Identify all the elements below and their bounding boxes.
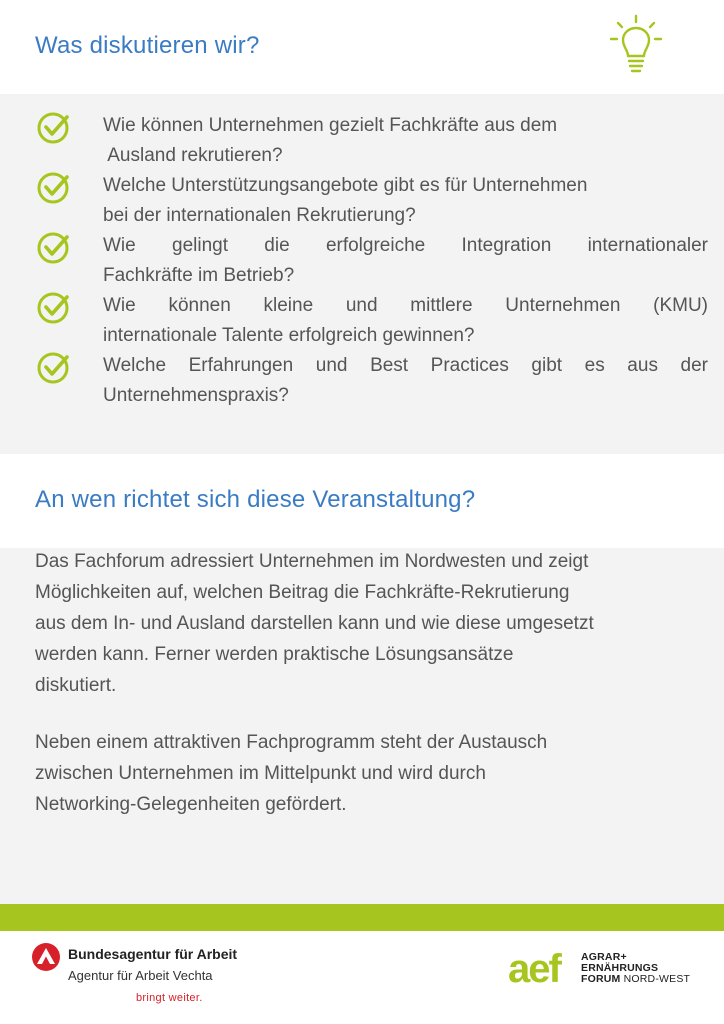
question-1 <box>103 111 708 171</box>
paragraph-1-line: Möglichkeiten auf, welchen Beitrag die Fachkräfte-Rekrutierung <box>35 582 570 603</box>
question-2 <box>103 171 708 231</box>
aef-line-2: ERNÄHRUNGS <box>581 962 659 974</box>
question-5-line1: Welche Erfahrungen und Best Practices gibt es aus der <box>103 355 708 376</box>
bundesagentur-logo-icon <box>31 942 61 972</box>
section2-title: An wen richtet sich diese Veranstaltung? <box>35 486 476 513</box>
ba-name: Bundesagentur für Arbeit <box>68 946 238 962</box>
section1-title: Was diskutieren wir? <box>35 32 260 59</box>
paragraph-2-line: Neben einem attraktiven Fachprogramm steht der Austausch <box>35 732 548 753</box>
paragraph-1-line: werden kann. Ferner werden praktische Lösungsansätze <box>35 644 514 665</box>
lightbulb-icon <box>608 14 664 78</box>
question-3-line1: Wie gelingt die erfolgreiche Integration internationaler <box>103 235 708 256</box>
aef-logo-icon <box>508 950 582 990</box>
question-4-line1: Wie können kleine und mittlere Unternehmen (KMU) <box>103 295 708 316</box>
aef-wordmark <box>581 952 690 985</box>
question-2-line1: Welche Unterstützungsangebote gibt es für Unternehmen <box>103 175 588 196</box>
paragraph-1 <box>35 546 695 701</box>
paragraph-2-line: Networking-Gelegenheiten gefördert. <box>35 794 347 815</box>
ba-agency: Agentur für Arbeit Vechta <box>68 968 213 983</box>
question-1-line2: Ausland rekrutieren? <box>103 145 283 166</box>
check-icon <box>36 231 70 265</box>
aef-line-3b: NORD-WEST <box>620 973 691 985</box>
question-1-line1: Wie können Unternehmen gezielt Fachkräfte aus dem <box>103 115 558 136</box>
paragraph-1-line: aus dem In- und Ausland darstellen kann und wie diese umgesetzt <box>35 613 594 634</box>
question-2-line2: bei der internationalen Rekrutierung? <box>103 205 416 226</box>
aef-line-1: AGRAR+ <box>581 951 627 963</box>
question-4-line2: internationale Talente erfolgreich gewinnen? <box>103 325 475 346</box>
check-icon <box>36 111 70 145</box>
paragraph-2 <box>35 727 695 820</box>
paragraph-2-line: zwischen Unternehmen im Mittelpunkt und wird durch <box>35 763 486 784</box>
check-icon <box>36 291 70 325</box>
check-icon <box>36 171 70 205</box>
ba-slogan: bringt weiter. <box>136 992 203 1004</box>
aef-mark: aef <box>508 950 560 990</box>
question-3-line2: Fachkräfte im Betrieb? <box>103 265 295 286</box>
paragraph-1-line: Das Fachforum adressiert Unternehmen im Nordwesten und zeigt <box>35 551 589 572</box>
aef-line-3a: FORUM <box>581 973 621 985</box>
check-icon <box>36 351 70 385</box>
footer-accent-bar <box>0 904 724 931</box>
paragraph-1-line: diskutiert. <box>35 675 117 696</box>
aef-line-3 <box>581 974 690 985</box>
question-4 <box>103 291 708 351</box>
question-3 <box>103 231 708 291</box>
question-5 <box>103 351 708 411</box>
question-5-line2: Unternehmenspraxis? <box>103 385 289 406</box>
header <box>0 0 724 94</box>
